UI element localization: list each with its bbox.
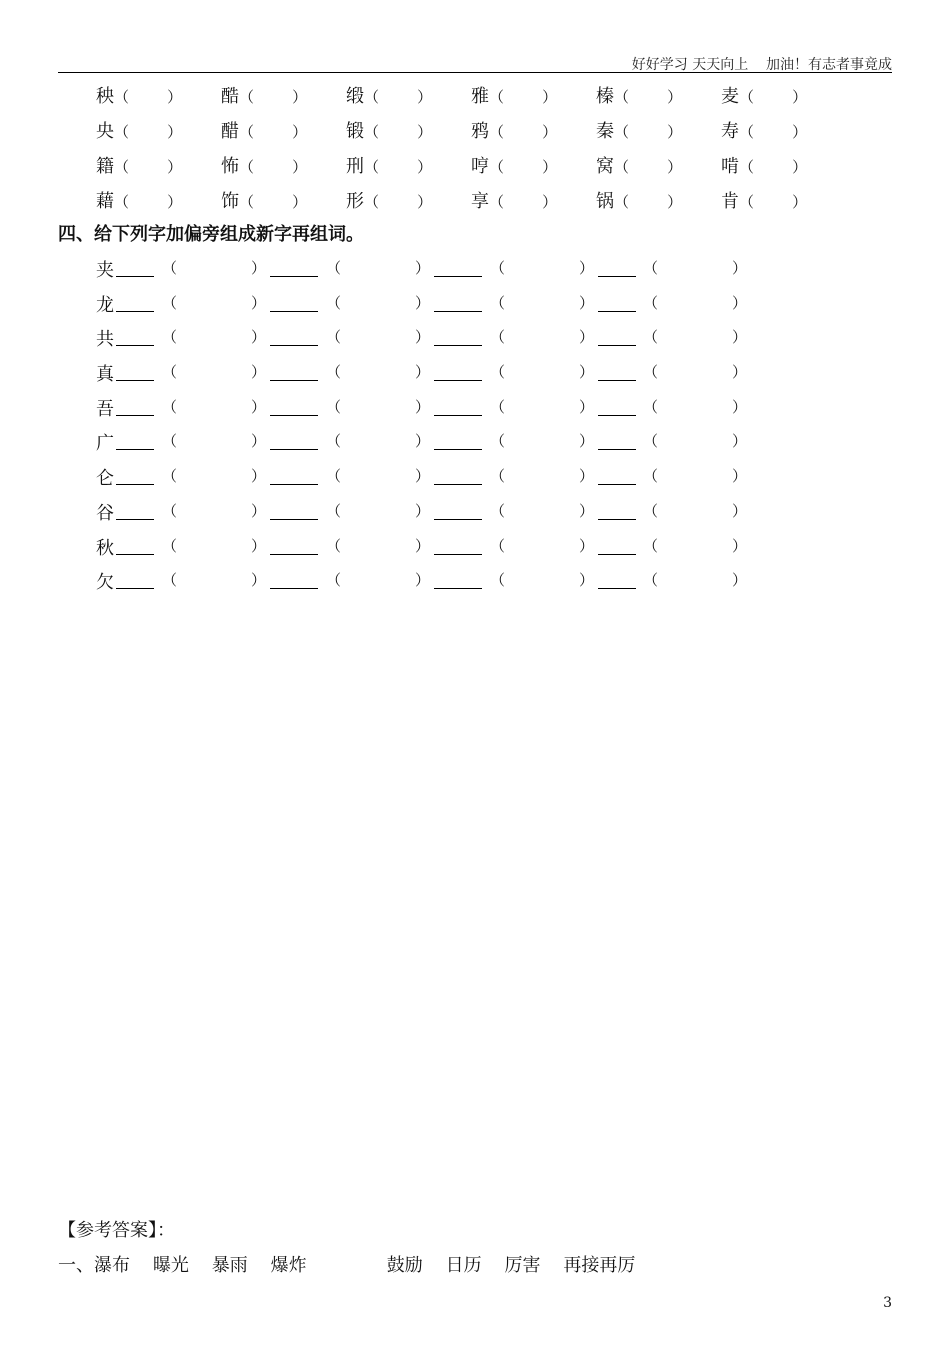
word-paren-open[interactable]: （	[643, 397, 659, 416]
grid-cell	[221, 117, 307, 143]
page-number: 3	[883, 1295, 892, 1311]
base-character: 广	[96, 433, 114, 455]
radical-blank[interactable]	[434, 484, 482, 485]
grid-character: 锅	[596, 191, 614, 212]
word-paren-open[interactable]: （	[162, 571, 178, 590]
word-paren-open[interactable]: （	[162, 293, 178, 312]
word-paren-open[interactable]: （	[643, 293, 659, 312]
answer-parentheses[interactable]: （ ）	[364, 123, 433, 141]
word-paren-open[interactable]: （	[162, 328, 178, 347]
base-character: 夹	[96, 260, 114, 281]
grid-character: 麦	[721, 86, 739, 107]
base-character: 欠	[96, 572, 114, 594]
word-paren-close: ）	[251, 328, 267, 347]
word-paren-open[interactable]: （	[643, 571, 659, 590]
radical-blank[interactable]	[434, 588, 482, 589]
radical-blank[interactable]	[598, 449, 636, 450]
word-paren-close: ）	[415, 467, 431, 486]
word-paren-close: ）	[415, 259, 431, 277]
grid-cell	[471, 117, 557, 143]
word-paren-close: ）	[732, 328, 748, 347]
grid-cell	[346, 117, 432, 143]
grid-cell	[346, 152, 432, 178]
grid-character: 雅	[471, 86, 489, 107]
answer-parentheses[interactable]: （ ）	[239, 123, 308, 141]
base-character: 龙	[96, 294, 114, 316]
word-paren-close: ）	[415, 571, 431, 590]
word-paren-open[interactable]: （	[162, 501, 178, 520]
grid-cell	[96, 187, 182, 213]
radical-blank[interactable]	[434, 519, 482, 520]
grid-character: 榛	[596, 86, 614, 107]
answer-parentheses[interactable]: （ ）	[364, 193, 433, 211]
word-paren-open[interactable]: （	[162, 259, 178, 277]
answer-parentheses[interactable]: （ ）	[364, 158, 433, 176]
grid-cell	[221, 187, 307, 213]
answer-parentheses[interactable]: （ ）	[239, 193, 308, 211]
grid-cell	[721, 82, 807, 108]
radical-blank[interactable]	[270, 380, 318, 381]
word-paren-close: ）	[579, 432, 595, 451]
word-paren-close: ）	[732, 501, 748, 520]
grid-character: 啃	[721, 156, 739, 177]
answer-parentheses[interactable]: （ ）	[489, 123, 558, 141]
radical-blank[interactable]	[116, 311, 154, 312]
answer-parentheses[interactable]: （ ）	[239, 88, 308, 106]
word-paren-close: ）	[415, 501, 431, 520]
radical-blank[interactable]	[116, 276, 154, 277]
grid-character: 缎	[346, 86, 364, 107]
grid-cell	[346, 187, 432, 213]
word-paren-open[interactable]: （	[162, 536, 178, 555]
base-character: 吾	[96, 398, 114, 420]
word-paren-close: ）	[415, 328, 431, 347]
grid-cell	[721, 152, 807, 178]
word-paren-close: ）	[579, 571, 595, 590]
word-paren-open[interactable]: （	[162, 397, 178, 416]
word-paren-open[interactable]: （	[643, 259, 659, 277]
grid-cell	[96, 82, 182, 108]
word-paren-open[interactable]: （	[326, 363, 342, 382]
radical-blank[interactable]	[598, 484, 636, 485]
word-paren-open[interactable]: （	[490, 363, 506, 382]
word-paren-open[interactable]: （	[326, 259, 342, 277]
grid-character: 籍	[96, 156, 114, 177]
answer-parentheses[interactable]: （ ）	[739, 193, 808, 211]
word-paren-close: ）	[251, 467, 267, 486]
answer-parentheses[interactable]: （ ）	[114, 123, 183, 141]
radical-blank[interactable]	[116, 345, 154, 346]
grid-cell	[221, 152, 307, 178]
grid-character: 饰	[221, 191, 239, 212]
grid-cell	[221, 82, 307, 108]
word-paren-open[interactable]: （	[490, 536, 506, 555]
word-paren-open[interactable]: （	[326, 397, 342, 416]
grid-character: 享	[471, 191, 489, 212]
word-paren-close: ）	[251, 259, 267, 277]
grid-character: 秧	[96, 86, 114, 107]
answer-parentheses[interactable]: （ ）	[739, 123, 808, 141]
radical-blank[interactable]	[598, 588, 636, 589]
grid-character: 窝	[596, 156, 614, 177]
grid-character: 肯	[721, 191, 739, 212]
word-paren-open[interactable]: （	[490, 397, 506, 416]
grid-cell	[471, 82, 557, 108]
word-paren-close: ）	[732, 432, 748, 451]
word-paren-open[interactable]: （	[326, 536, 342, 555]
word-paren-close: ）	[251, 536, 267, 555]
page-header: 好好学习 天天向上 加油！有志者事竟成	[631, 57, 892, 73]
base-character: 真	[96, 364, 114, 386]
base-character: 谷	[96, 502, 114, 524]
word-paren-open[interactable]: （	[326, 571, 342, 590]
radical-blank[interactable]	[598, 345, 636, 346]
radical-blank[interactable]	[270, 484, 318, 485]
word-paren-close: ）	[579, 293, 595, 312]
word-paren-close: ）	[579, 501, 595, 520]
radical-blank[interactable]	[598, 380, 636, 381]
grid-character: 寿	[721, 121, 739, 142]
header-rule	[58, 72, 892, 73]
answer-parentheses[interactable]: （ ）	[239, 158, 308, 176]
radical-blank[interactable]	[598, 311, 636, 312]
word-paren-open[interactable]: （	[490, 432, 506, 451]
word-paren-open[interactable]: （	[643, 328, 659, 347]
answer-parentheses[interactable]: （ ）	[614, 123, 683, 141]
word-paren-close: ）	[251, 501, 267, 520]
answer-parentheses[interactable]: （ ）	[614, 193, 683, 211]
word-paren-close: ）	[415, 432, 431, 451]
word-paren-close: ）	[732, 259, 748, 277]
word-paren-open[interactable]: （	[162, 467, 178, 486]
grid-character: 形	[346, 191, 364, 212]
grid-cell	[471, 187, 557, 213]
answer-parentheses[interactable]: （ ）	[614, 158, 683, 176]
word-paren-open[interactable]: （	[490, 293, 506, 312]
word-paren-close: ）	[579, 363, 595, 382]
grid-cell	[96, 117, 182, 143]
grid-cell	[721, 117, 807, 143]
radical-blank[interactable]	[270, 276, 318, 277]
grid-cell	[471, 152, 557, 178]
grid-cell	[346, 82, 432, 108]
grid-character: 央	[96, 121, 114, 142]
grid-character: 酷	[221, 86, 239, 107]
word-paren-close: ）	[415, 363, 431, 382]
word-paren-close: ）	[251, 293, 267, 312]
grid-character: 哼	[471, 156, 489, 177]
radical-blank[interactable]	[434, 554, 482, 555]
radical-blank[interactable]	[598, 554, 636, 555]
radical-blank[interactable]	[116, 449, 154, 450]
radical-blank[interactable]	[434, 415, 482, 416]
radical-blank[interactable]	[116, 588, 154, 589]
word-paren-open[interactable]: （	[326, 328, 342, 347]
radical-blank[interactable]	[598, 415, 636, 416]
word-paren-close: ）	[415, 293, 431, 312]
grid-cell	[596, 152, 682, 178]
answer-parentheses[interactable]: （ ）	[114, 193, 183, 211]
grid-character: 刑	[346, 156, 364, 177]
word-paren-close: ）	[579, 467, 595, 486]
word-paren-close: ）	[579, 328, 595, 347]
radical-blank[interactable]	[434, 345, 482, 346]
word-paren-open[interactable]: （	[643, 501, 659, 520]
radical-blank[interactable]	[434, 276, 482, 277]
word-paren-open[interactable]: （	[643, 432, 659, 451]
word-paren-close: ）	[251, 397, 267, 416]
base-character: 仑	[96, 468, 114, 490]
word-paren-open[interactable]: （	[490, 571, 506, 590]
word-paren-open[interactable]: （	[162, 363, 178, 382]
word-paren-close: ）	[732, 571, 748, 590]
answers-title: 【参考答案】：	[58, 1220, 175, 1241]
word-paren-close: ）	[251, 363, 267, 382]
radical-blank[interactable]	[270, 415, 318, 416]
word-paren-close: ）	[415, 397, 431, 416]
word-paren-open[interactable]: （	[643, 467, 659, 486]
radical-blank[interactable]	[434, 311, 482, 312]
grid-cell	[596, 82, 682, 108]
word-paren-open[interactable]: （	[490, 259, 506, 277]
radical-blank[interactable]	[434, 380, 482, 381]
answer-parentheses[interactable]: （ ）	[114, 158, 183, 176]
base-character: 共	[96, 329, 114, 351]
radical-blank[interactable]	[270, 311, 318, 312]
grid-cell	[596, 187, 682, 213]
radical-blank[interactable]	[270, 588, 318, 589]
radical-blank[interactable]	[116, 415, 154, 416]
answers-line-1: 一、瀑布 曝光 暴雨 爆炸 鼓励 日历 厉害 再接再厉	[58, 1255, 636, 1276]
radical-blank[interactable]	[270, 519, 318, 520]
word-paren-close: ）	[732, 397, 748, 416]
grid-cell	[596, 117, 682, 143]
answer-parentheses[interactable]: （ ）	[489, 158, 558, 176]
radical-blank[interactable]	[270, 449, 318, 450]
answer-parentheses[interactable]: （ ）	[364, 88, 433, 106]
word-paren-open[interactable]: （	[326, 432, 342, 451]
word-paren-close: ）	[579, 536, 595, 555]
answer-parentheses[interactable]: （ ）	[739, 158, 808, 176]
radical-blank[interactable]	[598, 276, 636, 277]
word-paren-open[interactable]: （	[643, 363, 659, 382]
word-paren-open[interactable]: （	[490, 467, 506, 486]
radical-blank[interactable]	[270, 345, 318, 346]
grid-character: 锻	[346, 121, 364, 142]
grid-character: 醋	[221, 121, 239, 142]
word-paren-close: ）	[251, 571, 267, 590]
answer-parentheses[interactable]: （ ）	[114, 88, 183, 106]
radical-blank[interactable]	[116, 519, 154, 520]
answer-parentheses[interactable]: （ ）	[614, 88, 683, 106]
grid-character: 鸦	[471, 121, 489, 142]
radical-blank[interactable]	[116, 380, 154, 381]
radical-blank[interactable]	[270, 554, 318, 555]
word-paren-close: ）	[732, 467, 748, 486]
radical-blank[interactable]	[434, 449, 482, 450]
word-paren-open[interactable]: （	[490, 501, 506, 520]
radical-blank[interactable]	[598, 519, 636, 520]
radical-blank[interactable]	[116, 554, 154, 555]
word-paren-open[interactable]: （	[643, 536, 659, 555]
answer-parentheses[interactable]: （ ）	[489, 88, 558, 106]
word-paren-close: ）	[579, 259, 595, 277]
grid-character: 秦	[596, 121, 614, 142]
answer-parentheses[interactable]: （ ）	[489, 193, 558, 211]
word-paren-close: ）	[732, 363, 748, 382]
word-paren-open[interactable]: （	[326, 293, 342, 312]
word-paren-open[interactable]: （	[490, 328, 506, 347]
word-paren-open[interactable]: （	[162, 432, 178, 451]
word-paren-close: ）	[579, 397, 595, 416]
grid-cell	[721, 187, 807, 213]
word-paren-close: ）	[732, 293, 748, 312]
word-paren-close: ）	[732, 536, 748, 555]
base-character: 秋	[96, 537, 114, 559]
word-paren-close: ）	[251, 432, 267, 451]
word-paren-open[interactable]: （	[326, 501, 342, 520]
word-paren-open[interactable]: （	[326, 467, 342, 486]
word-paren-close: ）	[415, 536, 431, 555]
section4-title: 四、给下列字加偏旁组成新字再组词。	[58, 224, 364, 245]
radical-blank[interactable]	[116, 484, 154, 485]
grid-character: 藉	[96, 191, 114, 212]
grid-cell	[96, 152, 182, 178]
answer-parentheses[interactable]: （ ）	[739, 88, 808, 106]
grid-character: 怖	[221, 156, 239, 177]
